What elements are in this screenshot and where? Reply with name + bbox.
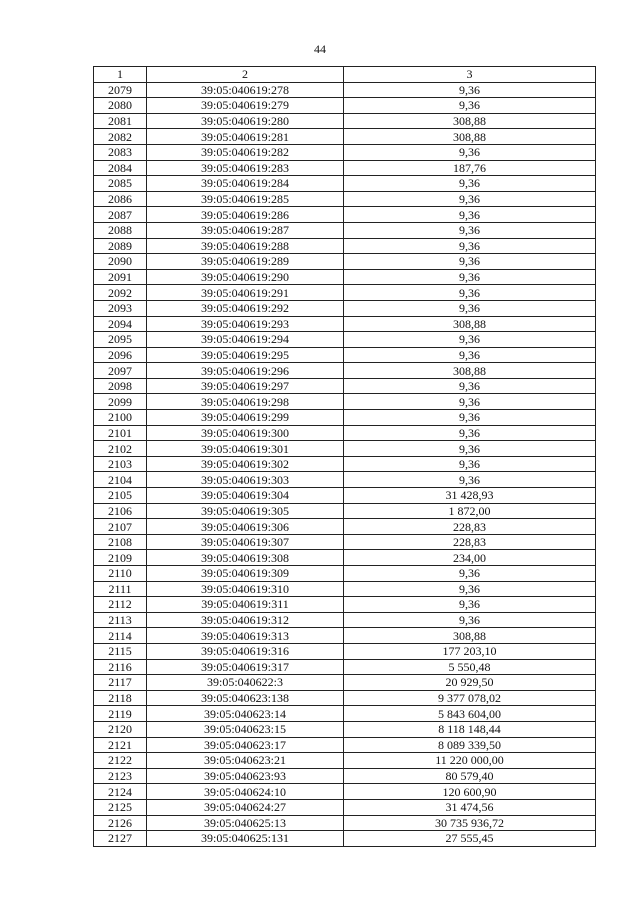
table-body [94, 82, 596, 846]
value-cell: 9,36 [344, 612, 596, 628]
value-cell: 31 474,56 [344, 799, 596, 815]
table-row [94, 113, 596, 129]
value-cell: 9,36 [344, 597, 596, 613]
value-cell: 9,36 [344, 207, 596, 223]
cadastral-number-cell: 39:05:040619:311 [147, 597, 344, 613]
value-cell: 9,36 [344, 472, 596, 488]
page-number: 44 [314, 42, 326, 56]
cadastral-number-cell: 39:05:040619:280 [147, 113, 344, 129]
cadastral-number-cell: 39:05:040619:301 [147, 441, 344, 457]
row-number-cell: 2113 [94, 612, 147, 628]
cadastral-number-cell: 39:05:040619:289 [147, 254, 344, 270]
cadastral-number-cell: 39:05:040622:3 [147, 675, 344, 691]
table-row [94, 144, 596, 160]
row-number-cell: 2079 [94, 82, 147, 98]
table-row [94, 831, 596, 847]
row-number-cell: 2105 [94, 488, 147, 504]
cadastral-number-cell: 39:05:040619:286 [147, 207, 344, 223]
value-cell: 20 929,50 [344, 675, 596, 691]
table-row [94, 300, 596, 316]
value-cell: 9,36 [344, 144, 596, 160]
cadastral-number-cell: 39:05:040625:13 [147, 815, 344, 831]
table-row [94, 690, 596, 706]
value-cell: 177 203,10 [344, 643, 596, 659]
value-cell: 11 220 000,00 [344, 753, 596, 769]
table-row [94, 269, 596, 285]
table-row [94, 706, 596, 722]
table-row [94, 753, 596, 769]
cadastral-number-cell: 39:05:040619:310 [147, 581, 344, 597]
value-cell: 9,36 [344, 82, 596, 98]
table-row [94, 316, 596, 332]
cadastral-number-cell: 39:05:040619:312 [147, 612, 344, 628]
row-number-cell: 2097 [94, 363, 147, 379]
row-number-cell: 2110 [94, 566, 147, 582]
row-number-cell: 2094 [94, 316, 147, 332]
row-number-cell: 2099 [94, 394, 147, 410]
column-header-2: 2 [147, 67, 344, 83]
row-number-cell: 2088 [94, 222, 147, 238]
value-cell: 228,83 [344, 519, 596, 535]
value-cell: 9,36 [344, 269, 596, 285]
value-cell: 9,36 [344, 456, 596, 472]
cadastral-number-cell: 39:05:040619:281 [147, 129, 344, 145]
value-cell: 9,36 [344, 347, 596, 363]
table-row [94, 597, 596, 613]
row-number-cell: 2086 [94, 191, 147, 207]
row-number-cell: 2092 [94, 285, 147, 301]
cadastral-number-cell: 39:05:040619:291 [147, 285, 344, 301]
value-cell: 5 843 604,00 [344, 706, 596, 722]
table-row [94, 550, 596, 566]
cadastral-number-cell: 39:05:040623:21 [147, 753, 344, 769]
table-row [94, 721, 596, 737]
value-cell: 9,36 [344, 378, 596, 394]
row-number-cell: 2098 [94, 378, 147, 394]
row-number-cell: 2112 [94, 597, 147, 613]
table-row [94, 176, 596, 192]
table-row [94, 82, 596, 98]
table-row [94, 254, 596, 270]
table-row [94, 285, 596, 301]
table-row [94, 129, 596, 145]
value-cell: 308,88 [344, 628, 596, 644]
table-row [94, 675, 596, 691]
table-row [94, 534, 596, 550]
table-row [94, 488, 596, 504]
value-cell: 9,36 [344, 254, 596, 270]
table-row [94, 394, 596, 410]
row-number-cell: 2107 [94, 519, 147, 535]
row-number-cell: 2111 [94, 581, 147, 597]
value-cell: 9,36 [344, 238, 596, 254]
table-row [94, 659, 596, 675]
row-number-cell: 2103 [94, 456, 147, 472]
cadastral-number-cell: 39:05:040619:304 [147, 488, 344, 504]
table-row [94, 784, 596, 800]
cadastral-number-cell: 39:05:040619:316 [147, 643, 344, 659]
value-cell: 30 735 936,72 [344, 815, 596, 831]
table-row [94, 503, 596, 519]
cadastral-number-cell: 39:05:040619:285 [147, 191, 344, 207]
value-cell: 5 550,48 [344, 659, 596, 675]
row-number-cell: 2120 [94, 721, 147, 737]
cadastral-number-cell: 39:05:040619:290 [147, 269, 344, 285]
cadastral-number-cell: 39:05:040624:27 [147, 799, 344, 815]
cadastral-number-cell: 39:05:040619:294 [147, 332, 344, 348]
table-row [94, 378, 596, 394]
data-table [93, 66, 596, 847]
table-row [94, 332, 596, 348]
row-number-cell: 2116 [94, 659, 147, 675]
value-cell: 9,36 [344, 222, 596, 238]
table-row [94, 628, 596, 644]
row-number-cell: 2095 [94, 332, 147, 348]
table-row [94, 160, 596, 176]
table-row [94, 98, 596, 114]
value-cell: 27 555,45 [344, 831, 596, 847]
row-number-cell: 2109 [94, 550, 147, 566]
row-number-cell: 2090 [94, 254, 147, 270]
table-row [94, 643, 596, 659]
cadastral-number-cell: 39:05:040619:303 [147, 472, 344, 488]
column-header-1: 1 [94, 67, 147, 83]
cadastral-number-cell: 39:05:040619:313 [147, 628, 344, 644]
row-number-cell: 2123 [94, 768, 147, 784]
value-cell: 9,36 [344, 581, 596, 597]
row-number-cell: 2108 [94, 534, 147, 550]
row-number-cell: 2127 [94, 831, 147, 847]
value-cell: 9,36 [344, 300, 596, 316]
value-cell: 9,36 [344, 98, 596, 114]
cadastral-number-cell: 39:05:040619:300 [147, 425, 344, 441]
data-table-container [93, 66, 595, 847]
row-number-cell: 2121 [94, 737, 147, 753]
cadastral-number-cell: 39:05:040619:284 [147, 176, 344, 192]
cadastral-number-cell: 39:05:040619:302 [147, 456, 344, 472]
table-row [94, 425, 596, 441]
table-row [94, 472, 596, 488]
value-cell: 9,36 [344, 332, 596, 348]
row-number-cell: 2087 [94, 207, 147, 223]
row-number-cell: 2082 [94, 129, 147, 145]
value-cell: 9,36 [344, 410, 596, 426]
column-header-3: 3 [344, 67, 596, 83]
row-number-cell: 2101 [94, 425, 147, 441]
value-cell: 308,88 [344, 316, 596, 332]
table-row [94, 799, 596, 815]
value-cell: 9 377 078,02 [344, 690, 596, 706]
cadastral-number-cell: 39:05:040619:298 [147, 394, 344, 410]
cadastral-number-cell: 39:05:040625:131 [147, 831, 344, 847]
row-number-cell: 2122 [94, 753, 147, 769]
row-number-cell: 2091 [94, 269, 147, 285]
row-number-cell: 2104 [94, 472, 147, 488]
table-row [94, 456, 596, 472]
cadastral-number-cell: 39:05:040623:14 [147, 706, 344, 722]
cadastral-number-cell: 39:05:040619:295 [147, 347, 344, 363]
value-cell: 31 428,93 [344, 488, 596, 504]
row-number-cell: 2081 [94, 113, 147, 129]
table-row [94, 191, 596, 207]
table-row [94, 238, 596, 254]
row-number-cell: 2089 [94, 238, 147, 254]
cadastral-number-cell: 39:05:040619:309 [147, 566, 344, 582]
value-cell: 9,36 [344, 394, 596, 410]
table-row [94, 347, 596, 363]
value-cell: 9,36 [344, 441, 596, 457]
value-cell: 308,88 [344, 129, 596, 145]
table-row [94, 815, 596, 831]
cadastral-number-cell: 39:05:040619:308 [147, 550, 344, 566]
table-row [94, 581, 596, 597]
cadastral-number-cell: 39:05:040619:317 [147, 659, 344, 675]
table-row [94, 363, 596, 379]
row-number-cell: 2085 [94, 176, 147, 192]
value-cell: 308,88 [344, 113, 596, 129]
table-row [94, 737, 596, 753]
value-cell: 9,36 [344, 285, 596, 301]
table-row [94, 441, 596, 457]
table-row [94, 207, 596, 223]
cadastral-number-cell: 39:05:040623:93 [147, 768, 344, 784]
cadastral-number-cell: 39:05:040619:307 [147, 534, 344, 550]
value-cell: 120 600,90 [344, 784, 596, 800]
row-number-cell: 2115 [94, 643, 147, 659]
row-number-cell: 2119 [94, 706, 147, 722]
value-cell: 9,36 [344, 566, 596, 582]
value-cell: 9,36 [344, 176, 596, 192]
row-number-cell: 2124 [94, 784, 147, 800]
row-number-cell: 2126 [94, 815, 147, 831]
cadastral-number-cell: 39:05:040619:299 [147, 410, 344, 426]
table-row [94, 566, 596, 582]
table-row [94, 410, 596, 426]
row-number-cell: 2084 [94, 160, 147, 176]
table-row [94, 768, 596, 784]
cadastral-number-cell: 39:05:040619:283 [147, 160, 344, 176]
table-row [94, 612, 596, 628]
cadastral-number-cell: 39:05:040623:138 [147, 690, 344, 706]
cadastral-number-cell: 39:05:040624:10 [147, 784, 344, 800]
cadastral-number-cell: 39:05:040619:297 [147, 378, 344, 394]
row-number-cell: 2117 [94, 675, 147, 691]
cadastral-number-cell: 39:05:040619:293 [147, 316, 344, 332]
cadastral-number-cell: 39:05:040619:296 [147, 363, 344, 379]
cadastral-number-cell: 39:05:040619:282 [147, 144, 344, 160]
cadastral-number-cell: 39:05:040619:305 [147, 503, 344, 519]
row-number-cell: 2106 [94, 503, 147, 519]
row-number-cell: 2093 [94, 300, 147, 316]
value-cell: 8 118 148,44 [344, 721, 596, 737]
value-cell: 187,76 [344, 160, 596, 176]
value-cell: 9,36 [344, 425, 596, 441]
table-header-row [94, 67, 596, 83]
value-cell: 228,83 [344, 534, 596, 550]
cadastral-number-cell: 39:05:040619:287 [147, 222, 344, 238]
cadastral-number-cell: 39:05:040619:306 [147, 519, 344, 535]
row-number-cell: 2118 [94, 690, 147, 706]
table-row [94, 222, 596, 238]
value-cell: 8 089 339,50 [344, 737, 596, 753]
row-number-cell: 2100 [94, 410, 147, 426]
row-number-cell: 2114 [94, 628, 147, 644]
cadastral-number-cell: 39:05:040623:15 [147, 721, 344, 737]
cadastral-number-cell: 39:05:040619:279 [147, 98, 344, 114]
row-number-cell: 2102 [94, 441, 147, 457]
value-cell: 80 579,40 [344, 768, 596, 784]
value-cell: 9,36 [344, 191, 596, 207]
cadastral-number-cell: 39:05:040619:288 [147, 238, 344, 254]
value-cell: 1 872,00 [344, 503, 596, 519]
cadastral-number-cell: 39:05:040623:17 [147, 737, 344, 753]
value-cell: 234,00 [344, 550, 596, 566]
cadastral-number-cell: 39:05:040619:278 [147, 82, 344, 98]
table-row [94, 519, 596, 535]
row-number-cell: 2125 [94, 799, 147, 815]
row-number-cell: 2096 [94, 347, 147, 363]
value-cell: 308,88 [344, 363, 596, 379]
row-number-cell: 2080 [94, 98, 147, 114]
cadastral-number-cell: 39:05:040619:292 [147, 300, 344, 316]
row-number-cell: 2083 [94, 144, 147, 160]
